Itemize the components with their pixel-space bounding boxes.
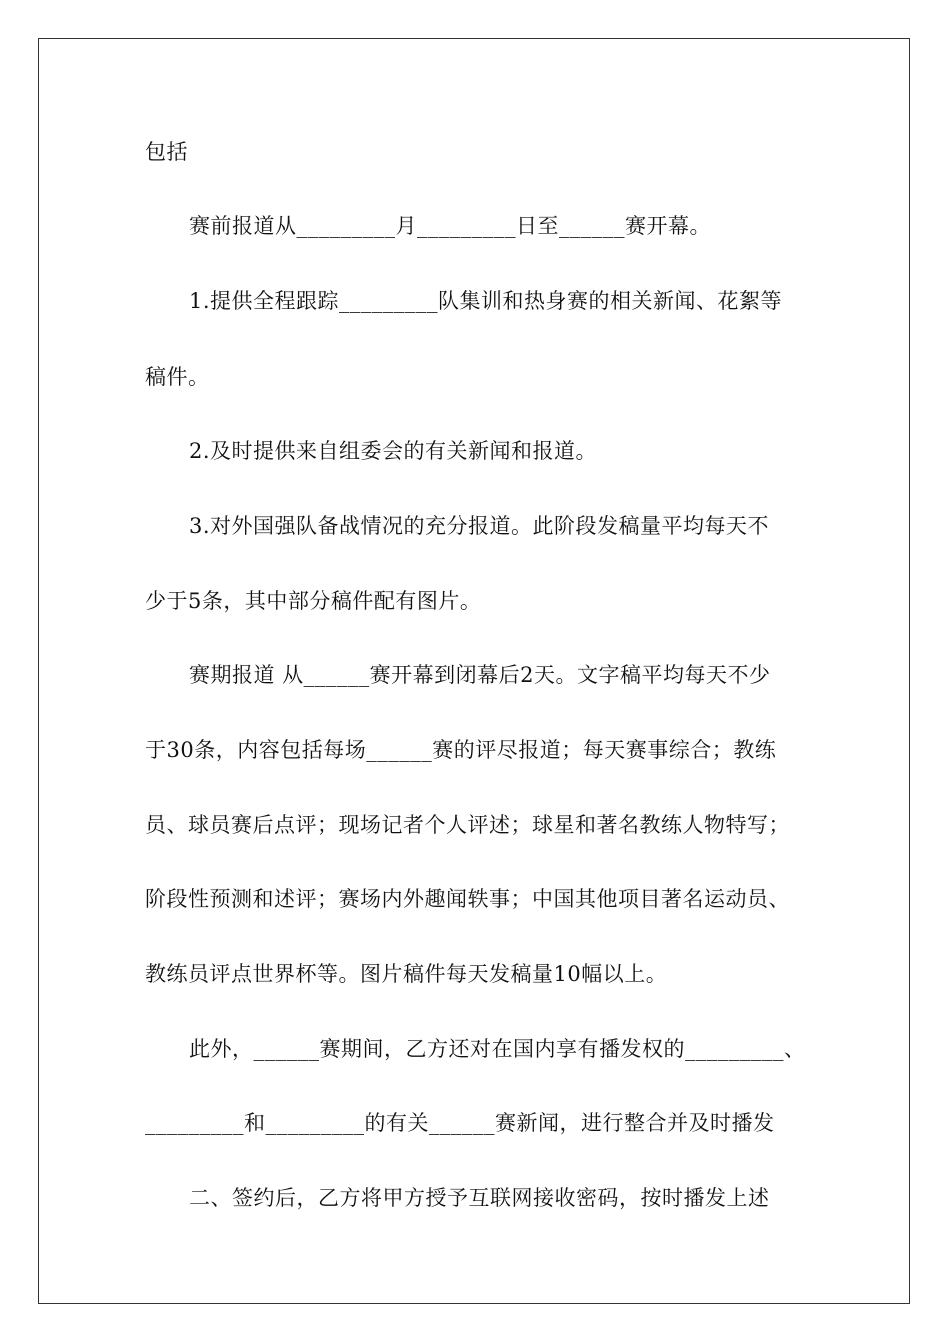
- text-line-1: 包括: [145, 140, 188, 164]
- text-line-14: _________和_________的有关______赛新闻，进行整合并及时播发: [145, 1111, 775, 1135]
- text-line-6: 3.对外国强队备战情况的充分报道。此阶段发稿量平均每天不: [189, 514, 770, 538]
- text-line-8: 赛期报道 从______赛开幕到闭幕后2天。文字稿平均每天不少: [189, 663, 771, 687]
- text-line-4: 稿件。: [145, 365, 210, 389]
- text-line-15: 二、签约后，乙方将甲方授予互联网接收密码，按时播发上述: [189, 1186, 770, 1210]
- text-line-11: 阶段性预测和述评；赛场内外趣闻轶事；中国其他项目著名运动员、: [145, 887, 790, 911]
- text-line-9: 于30条，内容包括每场______赛的评尽报道；每天赛事综合；教练: [145, 738, 777, 762]
- text-line-12: 教练员评点世界杯等。图片稿件每天发稿量10幅以上。: [145, 962, 668, 986]
- text-line-5: 2.及时提供来自组委会的有关新闻和报道。: [189, 439, 598, 463]
- text-line-7: 少于5条，其中部分稿件配有图片。: [145, 589, 482, 613]
- text-line-13: 此外，______赛期间，乙方还对在国内享有播发权的_________、: [189, 1037, 806, 1061]
- text-line-10: 员、球员赛后点评；现场记者个人评述；球星和著名教练人物特写；: [145, 813, 790, 837]
- text-line-2: 赛前报道从_________月_________日至______赛开幕。: [189, 214, 711, 238]
- text-line-3: 1.提供全程跟踪_________队集训和热身赛的相关新闻、花絮等: [189, 289, 783, 313]
